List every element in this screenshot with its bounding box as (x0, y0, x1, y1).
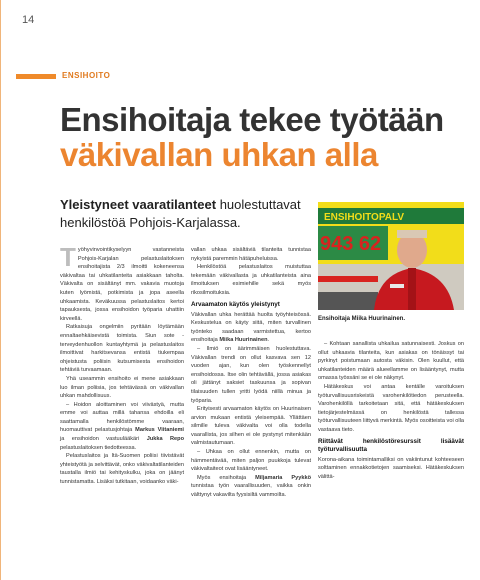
subheading: Arvaamaton käytös yleistynyt (191, 300, 280, 308)
headline-line-1: Ensihoitaja tekee työtään (60, 101, 444, 138)
paragraph: Henkilöstöä pelastuslaitos muistuttaa tekemään väkivallasta ja uhkatilanteista aina ilmoituksen esimiehille sekä myös rikosilmoituksia. (191, 264, 311, 296)
paragraph: Ratkaisuja ongelmiin pyritään löytämään ennaltaehkäisevistä toimista. Siun sote -terveydenhuollon kuntayhtymä ja pelastuslaitos ilmoittivat harkitsevansa entistä tiukempaa ohjeistusta poliisin kutsumisesta ensihoidon tehtäviä turvaamaan. (60, 324, 184, 374)
paragraph (60, 401, 184, 453)
person-name: Miika Huurinainen (219, 337, 268, 344)
paragraph-text: . (267, 337, 270, 344)
headline-line-2: väkivallan uhkan alla (60, 135, 378, 173)
paragraph-text: pelastuslaitoksen tiedotteessa. (60, 444, 137, 451)
subheading: Riittävät henkilöstöresurssit lisäävät työturvallisuutta (318, 437, 464, 453)
vehicle-text: ENSIHOITOPALV (324, 212, 405, 223)
person-name: Markus Viitaniemi (135, 427, 184, 434)
article-column-2 (191, 246, 311, 500)
paragraph: – Uhkaa on ollut ennenkin, mutta on hämmentävää, miten paljon puukkoja tulevat väkivaltaiteot ovat lisääntyneet. (191, 449, 311, 473)
paragraph-text: tunnistaa työn vaarallisuuden, vaikka onkin välttynyt vakavilta fyysisiltä vammoilta. (191, 483, 311, 499)
paragraph-text: Myös ensihoitaja (197, 474, 256, 481)
paragraph: – Ilmiö on äärimmäisen huolestuttava. Väkivallan trendi on ollut kasvava sen 12 vuoden ajan, kun olen työskennellyt ensihoidossa. Itse olin tehtävällä, jossa asiakas oli jättänyt saksiet taskuunsa ja sopivan tilaisuuden tullen yritti lyödä niillä minua ja työparia. (191, 345, 311, 404)
page-number: 14 (22, 14, 35, 26)
lead-rest: huolestuttavat henkilöstöä Pohjois-Karjalassa. (60, 197, 301, 230)
paragraph: Yhä useammin ensihoito ei mene asiakkaan luo ilman poliisia, jos tehtävässä on väkivallan uhkan mahdollisuus. (60, 375, 184, 400)
article-column-1 (60, 242, 184, 487)
paragraph (191, 311, 311, 345)
paragraph (191, 474, 311, 500)
paragraph-text: – Hoidon aloittaminen voi viivästyä, mutta emme voi auttaa millä tahansa ehdoilla eli saattamalla henkilöstömme vaaraan, huomauttivat pelastusjohtaja (60, 401, 184, 434)
lead-bold: Yleistyneet vaaratilanteet (60, 197, 217, 212)
photo-illustration (318, 202, 464, 310)
article-column-3 (318, 340, 464, 481)
paragraph (60, 242, 184, 323)
lead-paragraph (60, 196, 320, 231)
article-headline (60, 103, 470, 172)
photo-caption: Ensihoitaja Miika Huurinainen. (318, 316, 406, 322)
paramedic-photo (318, 202, 464, 310)
paragraph: Hätäkeskus voi antaa kentälle varoituksen työturvallisuusriskeistä varohenkilötiedon perusteella. Varohenkilöllä tarkoitetaan sitä, että hätäkeskuksen tietojärjestelmässä on henkilöstä tallessa työturvallisuuteen liittyvä merkintä. Myös osoitteista voi olla vastaava tieto. (318, 383, 464, 433)
paragraph: Korona-aikana toimintamalliksi on vakiintunut kohteeseen solttaminen ennakkotietojen saamiseksi. Hätäkeskuksen välittä- (318, 456, 464, 480)
paragraph-text: Väkivallan uhka herättää huolta työyhteisössä. Keskustelua on käyty siitä, miten turvallinen työnteko saadaan varmistettua, kertoo ensihoitaja (191, 311, 311, 344)
section-label: ENSIHOITO (62, 71, 111, 80)
drop-cap: T (60, 242, 76, 272)
page-edge-rule (0, 0, 1, 580)
paragraph: vallan uhkaa sisältäviä tilanteita tunnistaa nykyistä paremmin hätäpuheluissa. (191, 247, 311, 262)
paragraph-text: ja ensihoidon vastuulääkäri (60, 436, 147, 443)
person-name: Miljamaria Pyykkö (255, 474, 311, 481)
paragraph: Pelastuslaitos ja Itä-Suomen poliisi tiivistävät yhteistyötä ja selvittävät, onko väkivaltatilanteiden taustalla ilmiö tai kehityskulku, joka on jäänyt tunnistamatta. Lisäksi tutkitaan, voidaanko väki- (60, 453, 184, 486)
paragraph: Erityisesti arvaamaton käytös on Huurinaisen arvion mukaan entistä yleisempää. Yllättäen silmille tuleva väkivalta voi olla todella vaarallista, jos silhen ei ole pystynyt mitenkään valmistautumaan. (191, 406, 311, 447)
section-accent-bar (16, 74, 56, 79)
paragraph: – Kohtaan sanallista uhkailua satunnaisesti. Joskus on ollut uhkaavia tilanteita, kun asiakas on tönäissyt tai pyrkinyt poistumaan autosta väkisin. Olen kuullut, että uhkatilanteiden määrä alueellamme on lisääntynyt, mutta omassa työssäni se ei ole näkynyt. (318, 341, 464, 382)
paragraph-text: yöhyvinvointikyselyyn vastanneista Pohjois-Karjalan pelastuslaitoksen ensihoitajista 2/3 ilmoitti kokeneensa väkivaltaa tai uhkatilanteita asiakkaan taholta. Väkivalta on sisältänyt mm. vakavia muotoja kuten lyömistä, potkimista ja jopa aseella uhkaamista. Keväkuussa pelastuslaitos kertoi tapauksesta, jossa ensihoidon työparia uhattiin kirveellä. (60, 247, 184, 322)
person-name: Jukka Repo (146, 436, 184, 443)
vehicle-number: 943 62 (320, 233, 382, 255)
